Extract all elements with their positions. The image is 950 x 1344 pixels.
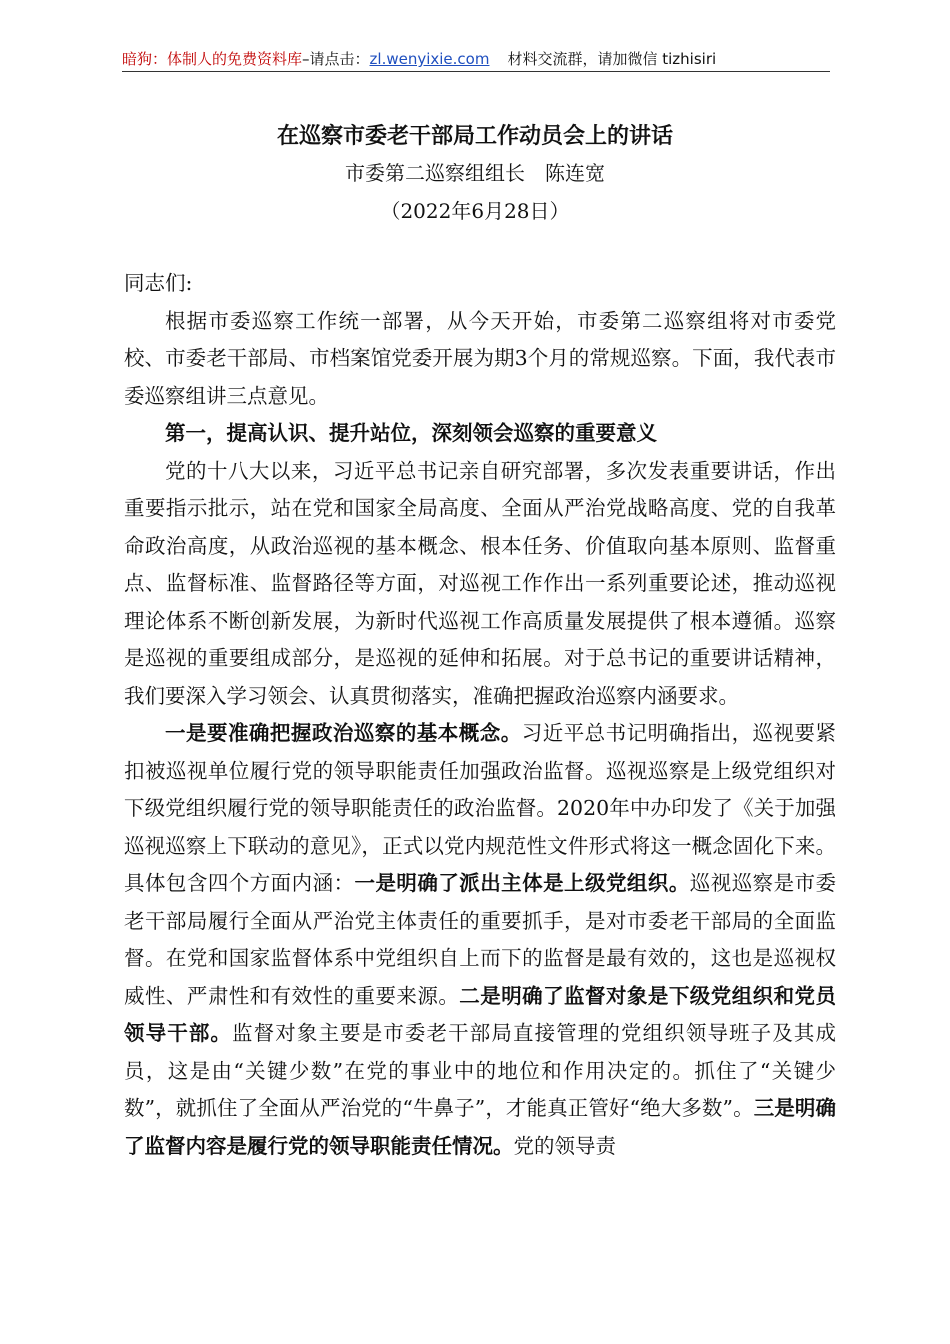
sub-point-3-heading: 三是明确了监督内容是履行党的领导职能责任情况。 (124, 1096, 837, 1158)
document-date: （2022年6月28日） (380, 199, 570, 223)
paragraph-intro: 根据市委巡察工作统一部署，从今天开始，市委第二巡察组将对市委党校、市委老干部局、市档案馆党委开展为期3个月的常规巡察。下面，我代表市委巡察组讲三点意见。 (124, 308, 836, 408)
point-1-text: 习近平总书记明确指出，巡视要紧扣被巡视单位履行党的领导职能责任加强政治监督。巡视巡察是上级党组织对下级党组织履行党的领导职能责任的政治监督。2020年中办印发了《关于加强巡视巡察上下联动的意见》，正式以党内规范性文件形式将这一概念固化下来。具体包含四个方面内涵： (124, 721, 837, 895)
page-header (122, 47, 830, 73)
point-1-heading: 一是要准确把握政治巡察的基本概念。 (165, 721, 522, 745)
paragraph-2: 党的十八大以来，习近平总书记亲自研究部署，多次发表重要讲话，作出重要指示批示，站在党和国家全局高度、全面从严治党战略高度、党的自我革命政治高度，从政治巡视的基本概念、根本任务、价值取向基本原则、监督重点、监督标准、监督路径等方面，对巡视工作作出一系列重要论述，推动巡视理论体系不断创新发展，为新时代巡视工作高质量发展提供了根本遵循。巡察是巡视的重要组成部分，是巡视的延伸和拓展。对于总书记的重要讲话精神，我们要深入学习领会、认真贯彻落实，准确把握政治巡察内涵要求。 (124, 458, 836, 708)
document-body (124, 265, 836, 1165)
header-link[interactable]: zl.wenyixie.com (369, 50, 490, 68)
document-author: 市委第二巡察组组长 陈连宽 (345, 161, 605, 185)
sub-point-3-text: 党的领导责 (513, 1133, 616, 1158)
salutation: 同志们: (124, 271, 193, 295)
paragraph-3 (124, 715, 836, 1165)
header-divider (122, 71, 830, 72)
sub-point-2-text: 监督对象主要是市委老干部局直接管理的党组织领导班子及其成员，这是由“关键少数”在党的事业中的地位和作用决定的。抓住了“关键少数”，就抓住了全面从严治党的“牛鼻子”，才能真正管好“绝大多数”。 (124, 1021, 836, 1120)
sub-point-1-text: 巡视巡察是市委老干部局履行全面从严治党主体责任的重要抓手，是对市委老干部局的全面监督。在党和国家监督体系中党组织自上而下的监督是最有效的，这也是巡视权威性、严肃性和有效性的重要来源。 (124, 871, 837, 1008)
header-prompt: –请点击： (302, 50, 370, 68)
header-note: 材料交流群，请加微信 tizhisiri (507, 50, 717, 68)
section-heading-1: 第一，提高认识、提升站位，深刻领会巡察的重要意义 (165, 421, 657, 445)
sub-point-2-heading: 二是明确了监督对象是下级党组织和党员领导干部。 (124, 983, 837, 1045)
header-brand: 暗狗：体制人的免费资料库 (122, 50, 303, 68)
sub-point-1-heading: 一是明确了派出主体是上级党组织。 (354, 871, 690, 895)
document-title: 在巡察市委老干部局工作动员会上的讲话 (276, 123, 673, 149)
